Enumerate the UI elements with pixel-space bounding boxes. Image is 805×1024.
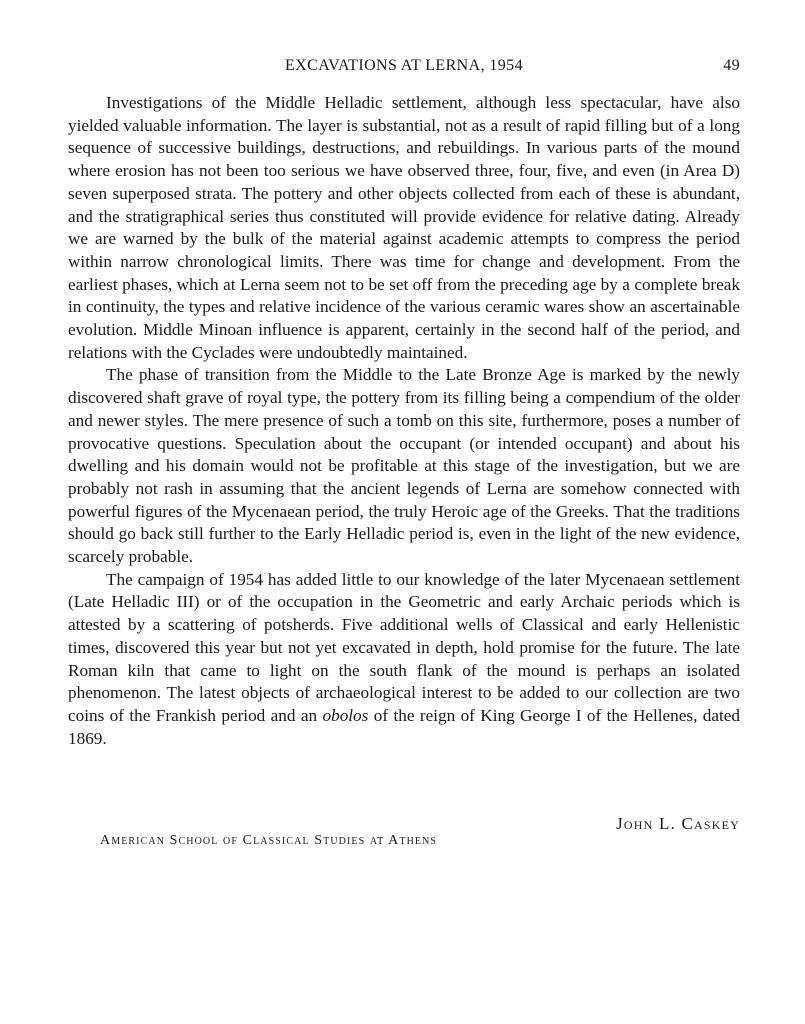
paragraph-middle-helladic: Investigations of the Middle Helladic settlement, although less spectacular, have also yielded valuable information. The layer is substantial, not as a result of rapid filling but of a long sequence of successive buildings, destructions, and rebuildings. In various parts of the mound where erosion has not been too serious we have observed three, four, five, and even (in Area D) seven superposed strata. The pottery and other objects collected from each of these is abundant, and the stratigraphical series thus constituted will provide evidence for relative dating. Already we are warned by the bulk of the material against academic attempts to compress the period within narrow chronological limits. There was time for change and development. From the earliest phases, which at Lerna seem not to be set off from the preceding age by a complete break in continuity, the types and relative incidence of the various ceramic wares show an ascertainable evolution. Middle Minoan influence is apparent, certainly in the second half of the period, and relations with the Cyclades were undoubtedly maintained.: [68, 93, 740, 362]
italic-term-obolos: obolos: [322, 705, 369, 725]
paragraph-shaft-grave: The phase of transition from the Middle to the Late Bronze Age is marked by the newly discovered shaft grave of royal type, the pottery from its filling being a compendium of the older and newer styles. The mere presence of such a tomb on this site, furthermore, poses a number of provocative questions. Speculation about the occupant (or intended occupant) and about his dwelling and his domain would not be profitable at this stage of the investigation, but we are probably not rash in assuming that the ancient legends of Lerna are somehow connected with powerful figures of the Mycenaean period, the truly Heroic age of the Greeks. That the traditions should go back still further to the Early Helladic period is, even in the light of the new evidence, scarcely probable.: [68, 365, 740, 567]
paragraph-text-after: of the reign of King George I of the Hellenes, dated 1869.: [68, 705, 741, 748]
author-signature: John L. Caskey: [616, 814, 740, 833]
page: [68, 0, 740, 1024]
paragraph-text-before: The campaign of 1954 has added little to our knowledge of the later Mycenaean settlement (Late Helladic III) or of the occupation in the Geometric and early Archaic periods which is attested by a scattering of potsherds. Five additional wells of Classical and early Hellenistic times, discovered this year but not yet excavated in depth, hold promise for the future. The late Roman kiln that came to light on the south flank of the mound is perhaps an isolated phenomenon. The latest objects of archaeological interest to be added to our collection are two coins of the Frankish period and an: [68, 569, 740, 725]
running-header: [68, 57, 740, 79]
page-number: 49: [723, 57, 740, 74]
article-body: [68, 92, 740, 750]
author-affiliation: American School of Classical Studies at Athens: [100, 833, 438, 848]
running-title: EXCAVATIONS AT LERNA, 1954: [285, 57, 523, 74]
paragraph-campaign-1954: [68, 569, 740, 751]
